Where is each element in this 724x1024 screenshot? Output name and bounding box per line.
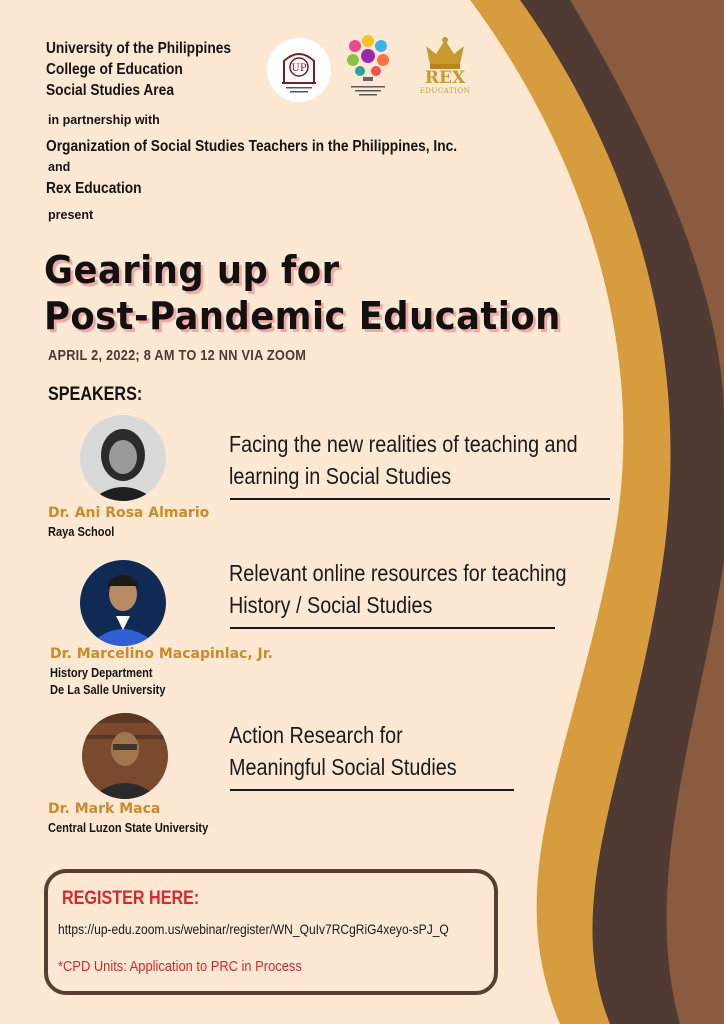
event-title-line1: Gearing up for xyxy=(44,248,340,292)
talk-title-line2: learning in Social Studies xyxy=(229,463,452,489)
speaker-affiliation: History Department xyxy=(50,665,153,680)
speaker-name: Dr. Marcelino Macapinlac, Jr. xyxy=(50,646,273,662)
organizer-university: University of the Philippines xyxy=(46,40,232,57)
organizer-college: College of Education xyxy=(46,61,183,78)
speaker-name: Dr. Ani Rosa Almario xyxy=(48,505,210,521)
cpd-note: *CPD Units: Application to PRC in Process xyxy=(58,958,302,975)
present-label: present xyxy=(48,208,94,222)
speaker-photo-almario xyxy=(80,415,166,501)
register-heading: REGISTER HERE: xyxy=(62,888,200,909)
and-label: and xyxy=(48,160,71,174)
talk-title-line1: Facing the new realities of teaching and xyxy=(229,431,578,457)
talk-divider xyxy=(230,789,514,791)
rex-logo-text: REX xyxy=(424,68,466,88)
rex-education-logo xyxy=(414,30,476,98)
speakers-heading: SPEAKERS: xyxy=(48,384,143,405)
talk-title-line1: Action Research for xyxy=(229,722,403,748)
partner-osst: Organization of Social Studies Teachers in the Philippines, Inc. xyxy=(46,138,458,155)
talk-title-line2: History / Social Studies xyxy=(229,592,433,618)
organizer-area: Social Studies Area xyxy=(46,82,174,99)
talk-divider xyxy=(230,627,555,629)
event-title-line2: Post-Pandemic Education xyxy=(44,294,561,338)
speaker-affiliation: Central Luzon State University xyxy=(48,820,209,835)
speaker-photo-maca xyxy=(82,713,168,799)
partnership-label: in partnership with xyxy=(48,113,160,127)
registration-box xyxy=(44,869,498,995)
talk-title-line2: Meaningful Social Studies xyxy=(229,754,457,780)
speaker-name: Dr. Mark Maca xyxy=(48,801,161,817)
gear-lightbulb-logo xyxy=(343,32,393,98)
speaker-affiliation: De La Salle University xyxy=(50,682,166,697)
registration-link[interactable]: https://up-edu.zoom.us/webinar/register/WN_QuIv7RCgRiG4xeyo-sPJ_Q xyxy=(58,921,449,937)
event-date: APRIL 2, 2022; 8 AM TO 12 NN VIA ZOOM xyxy=(48,347,307,364)
talk-title-line1: Relevant online resources for teaching xyxy=(229,560,567,586)
up-seal-logo xyxy=(266,37,332,103)
speaker-affiliation: Raya School xyxy=(48,524,115,539)
speaker-photo-macapinlac xyxy=(80,560,166,646)
rex-logo-subtext: EDUCATION xyxy=(419,87,471,95)
partner-rex: Rex Education xyxy=(46,180,142,197)
talk-divider xyxy=(230,498,610,500)
svg-text:UP: UP xyxy=(291,63,307,74)
